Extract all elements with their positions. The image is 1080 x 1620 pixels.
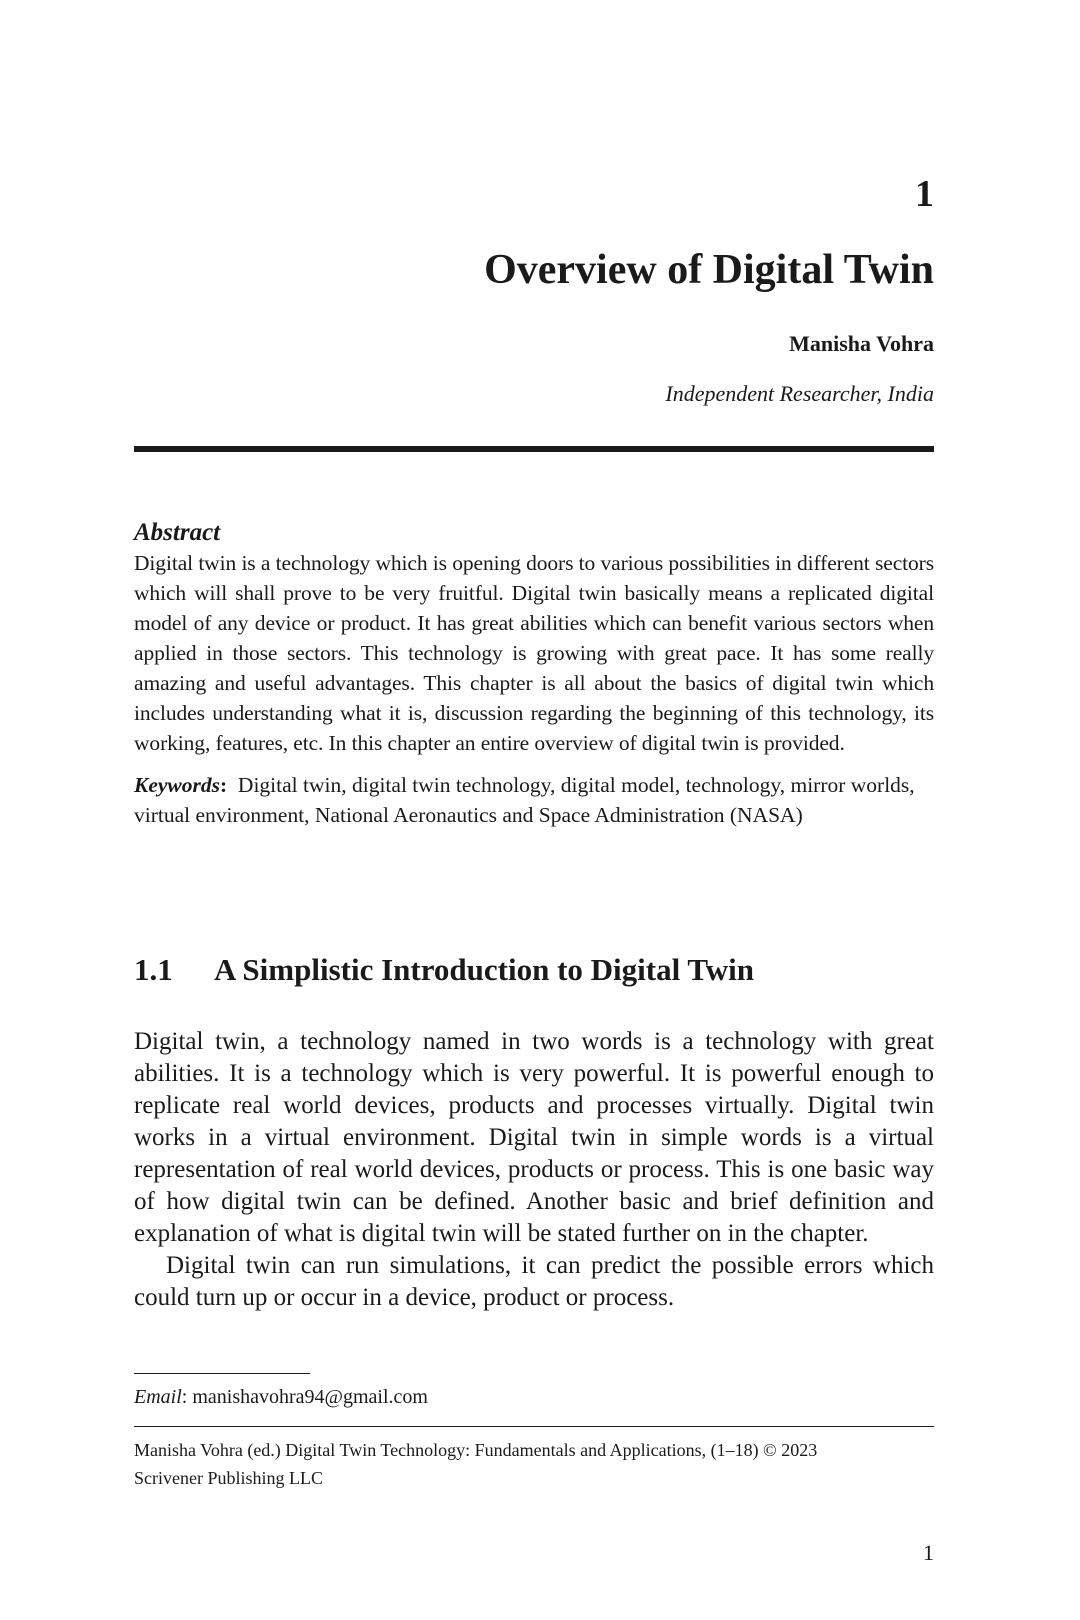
citation-divider [134,1426,934,1427]
title-divider [134,446,934,452]
section-title: A Simplistic Introduction to Digital Twin [214,952,755,987]
abstract-block [134,518,934,830]
chapter-number: 1 [915,173,934,215]
footnote-label: Email [134,1386,182,1408]
citation [134,1436,894,1492]
citation-line-2: Scrivener Publishing LLC [134,1468,323,1488]
page-number: 1 [923,1540,934,1565]
keywords: Keywords: Digital twin, digital twin technology, digital model, technology, mirror worlds, virtual environment, National Aeronautics and Space Administration (NASA) [134,773,915,827]
keywords-label: Keywords [134,773,220,797]
body-paragraph: Digital twin, a technology named in two words is a technology with great abilities. It is a technology which is very powerful. It is powerful enough to replicate real world devices, products and processes virtually. Digital twin works in a virtual environment. Digital twin in simple words is a virtual representation of real world devices, products or process. This is one basic way of how digital twin can be defined. Another basic and brief definition and explanation of what is digital twin will be stated further on in the chapter. [134,1028,934,1247]
section-body [134,1026,934,1314]
keywords-text: Digital twin, digital twin technology, digital model, technology, mirror worlds, virtual environment, National Aeronautics and Space Administration (NASA) [134,773,915,827]
citation-line-1: Manisha Vohra (ed.) Digital Twin Technology: Fundamentals and Applications, (1–18) © 2023 [134,1440,818,1460]
body-paragraph: Digital twin can run simulations, it can predict the possible errors which could turn up or occur in a device, product or process. [134,1252,934,1311]
footnote: Email: manishavohra94@gmail.com [134,1386,428,1408]
footnote-email: manishavohra94@gmail.com [192,1386,428,1408]
chapter-title: Overview of Digital Twin [484,247,934,293]
abstract-heading: Abstract [134,519,221,546]
section-number: 1.1 [134,952,173,987]
author-affiliation: Independent Researcher, India [665,381,934,406]
footnote-divider [134,1373,310,1374]
abstract-text: Digital twin is a technology which is opening doors to various possibilities in different sectors which will shall prove to be very fruitful. Digital twin basically means a replicated digital model of any device or product. It has great abilities which can benefit various sectors when applied in those sectors. This technology is growing with great pace. It has some really amazing and useful advantages. This chapter is all about the basics of digital twin which includes understanding what it is, discussion regarding the beginning of this technology, its working, features, etc. In this chapter an entire overview of digital twin is provided. [134,551,934,755]
section-heading [134,952,754,988]
author-name: Manisha Vohra [789,331,934,356]
